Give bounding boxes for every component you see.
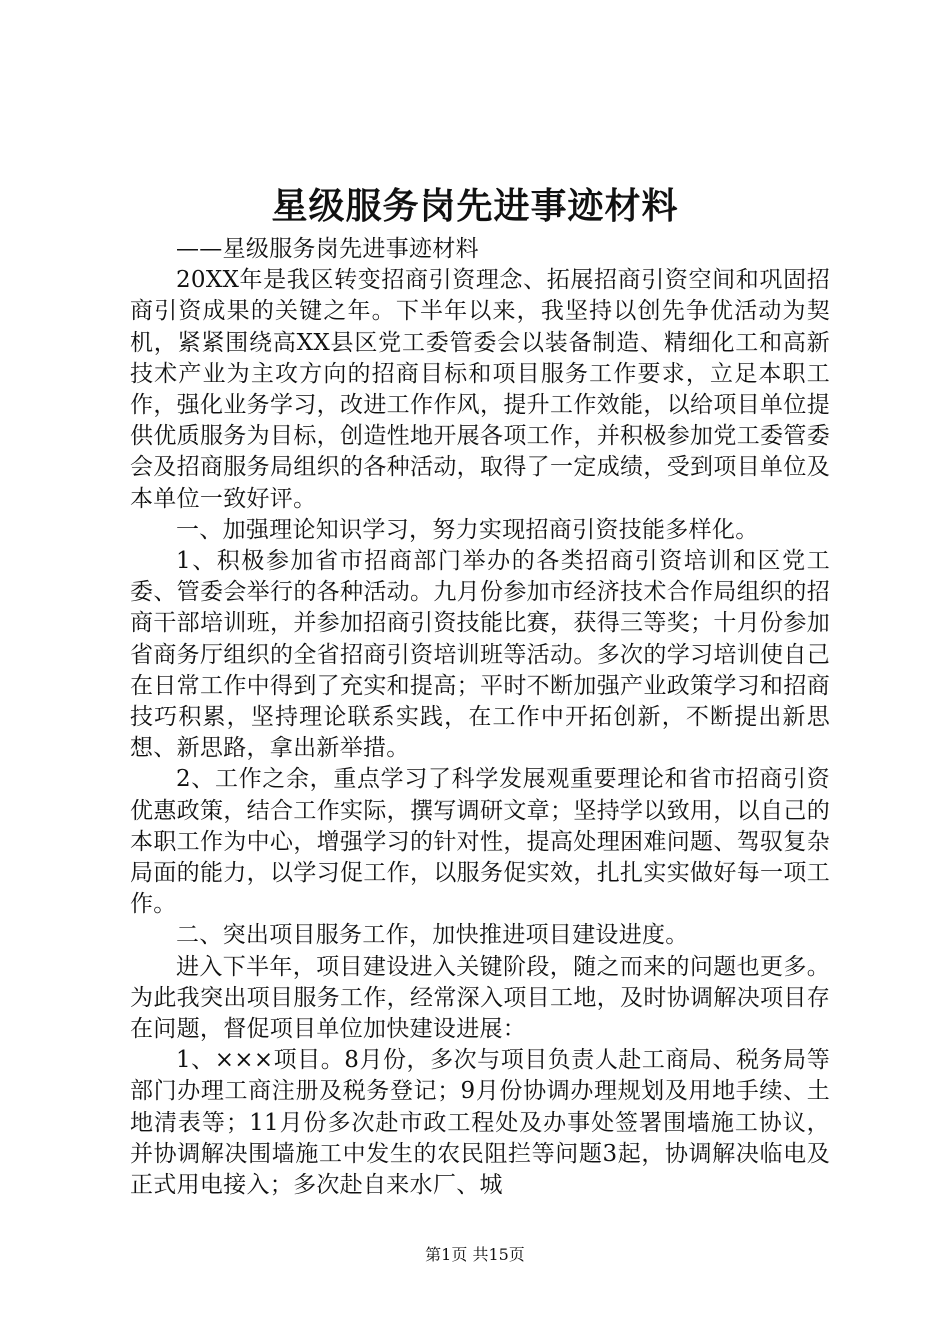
paragraph-2-intro: 进入下半年，项目建设进入关键阶段，随之而来的问题也更多。为此我突出项目服务工作，经常深入项目工地，及时协调解决项目存在问题，督促项目单位加快建设进展： <box>130 953 830 1043</box>
paragraph-1-1: 1、积极参加省市招商部门举办的各类招商引资培训和区党工委、管委会举行的各种活动。九月份参加市经济技术合作局组织的招商干部培训班，并参加招商引资技能比赛，获得三等奖；十月份参加省商务厅组织的全省招商引资培训班等活动。多次的学习培训使自己在日常工作中得到了充实和提高；平时不断加强产业政策学习和招商技巧积累，坚持理论联系实践，在工作中开拓创新，不断提出新思想、新思路，拿出新举措。 <box>130 548 830 762</box>
page-footer: 第1页 共15页 <box>425 1245 525 1264</box>
paragraph-1-2: 2、工作之余，重点学习了科学发展观重要理论和省市招商引资优惠政策，结合工作实际，撰写调研文章；坚持学以致用，以自己的本职工作为中心，增强学习的针对性，提高处理困难问题、驾驭复杂局面的能力，以学习促工作，以服务促实效，扎扎实实做好每一项工作。 <box>130 766 830 918</box>
document-body <box>130 234 830 1201</box>
paragraph-2-1: 1、×××项目。8月份，多次与项目负责人赴工商局、税务局等部门办理工商注册及税务登记；9月份协调办理规划及用地手续、土地清表等；11月份多次赴市政工程处及办事处签署围墙施工协议，并协调解决围墙施工中发生的农民阻拦等问题3起，协调解决临电及正式用电接入；多次赴自来水厂、城 <box>130 1047 830 1199</box>
section-heading-1: 一、加强理论知识学习，努力实现招商引资技能多样化。 <box>176 516 759 543</box>
section-heading-2: 二、突出项目服务工作，加快推进项目建设进度。 <box>176 922 689 949</box>
subtitle-line: ——星级服务岗先进事迹材料 <box>176 236 479 262</box>
intro-paragraph: 20XX年是我区转变招商引资理念、拓展招商引资空间和巩固招商引资成果的关键之年。下半年以来，我坚持以创先争优活动为契机，紧紧围绕高XX县区党工委管委会以装备制造、精细化工和高新技术产业为主攻方向的招商目标和项目服务工作要求，立足本职工作，强化业务学习，改进工作作风，提升工作效能，以给项目单位提供优质服务为目标，创造性地开展各项工作，并积极参加党工委管委会及招商服务局组织的各种活动，取得了一定成绩，受到项目单位及本单位一致好评。 <box>130 267 830 512</box>
document-title: 星级服务岗先进事迹材料 <box>271 185 679 227</box>
